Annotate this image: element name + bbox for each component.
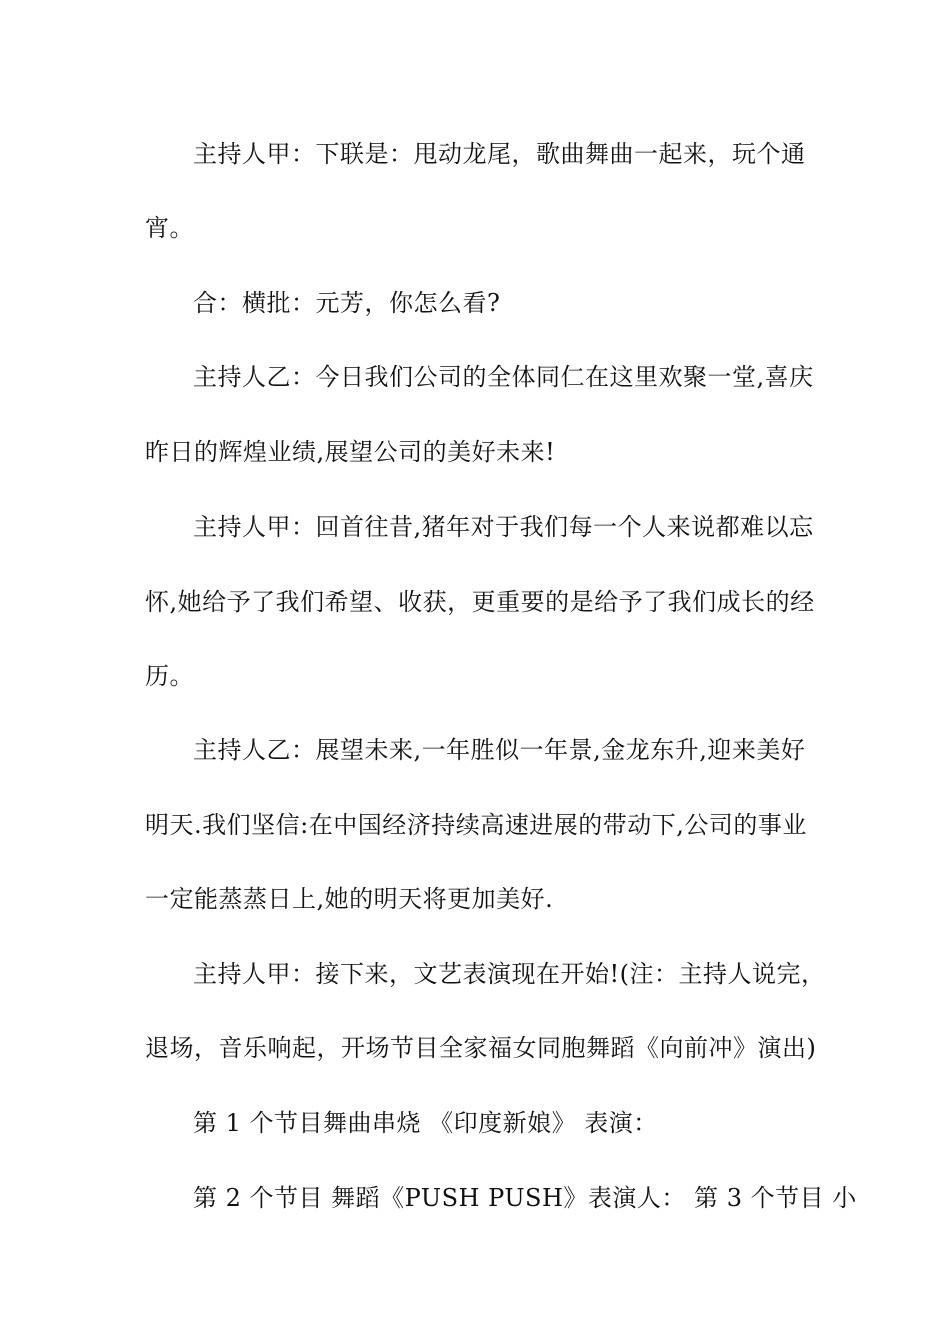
text-line-11: 一定能蒸蒸日上,她的明天将更加美好. <box>145 885 554 913</box>
text-line-4: 主持人乙：今日我们公司的全体同仁在这里欢聚一堂,喜庆 <box>193 363 814 391</box>
text-line-12: 主持人甲：接下来，文艺表演现在开始!(注：主持人说完， <box>193 960 826 988</box>
text-line-14: 第 1 个节目舞曲串烧 《印度新娘》 表演： <box>193 1109 658 1137</box>
text-line-10: 明天.我们坚信:在中国经济持续高速进展的带动下,公司的事业 <box>145 811 807 839</box>
text-line-8: 历。 <box>145 662 194 690</box>
text-line-13: 退场，音乐响起，开场节目全家福女同胞舞蹈《向前冲》演出) <box>145 1034 817 1062</box>
text-line-3: 合：横批：元芳，你怎么看? <box>193 289 501 317</box>
text-line-5: 昨日的辉煌业绩,展望公司的美好未来! <box>145 438 556 466</box>
text-line-7: 怀,她给予了我们希望、收获，更重要的是给予了我们成长的经 <box>145 588 815 616</box>
text-line-9: 主持人乙：展望未来,一年胜似一年景,金龙东升,迎来美好 <box>193 736 806 764</box>
text-line-2: 宵。 <box>145 214 194 242</box>
text-line-15: 第 2 个节目 舞蹈《PUSH PUSH》表演人： 第 3 个节目 小 <box>193 1184 857 1212</box>
text-line-6: 主持人甲：回首往昔,猪年对于我们每一个人来说都难以忘 <box>193 513 814 541</box>
text-line-1: 主持人甲：下联是：甩动龙尾，歌曲舞曲一起来，玩个通 <box>193 140 806 168</box>
